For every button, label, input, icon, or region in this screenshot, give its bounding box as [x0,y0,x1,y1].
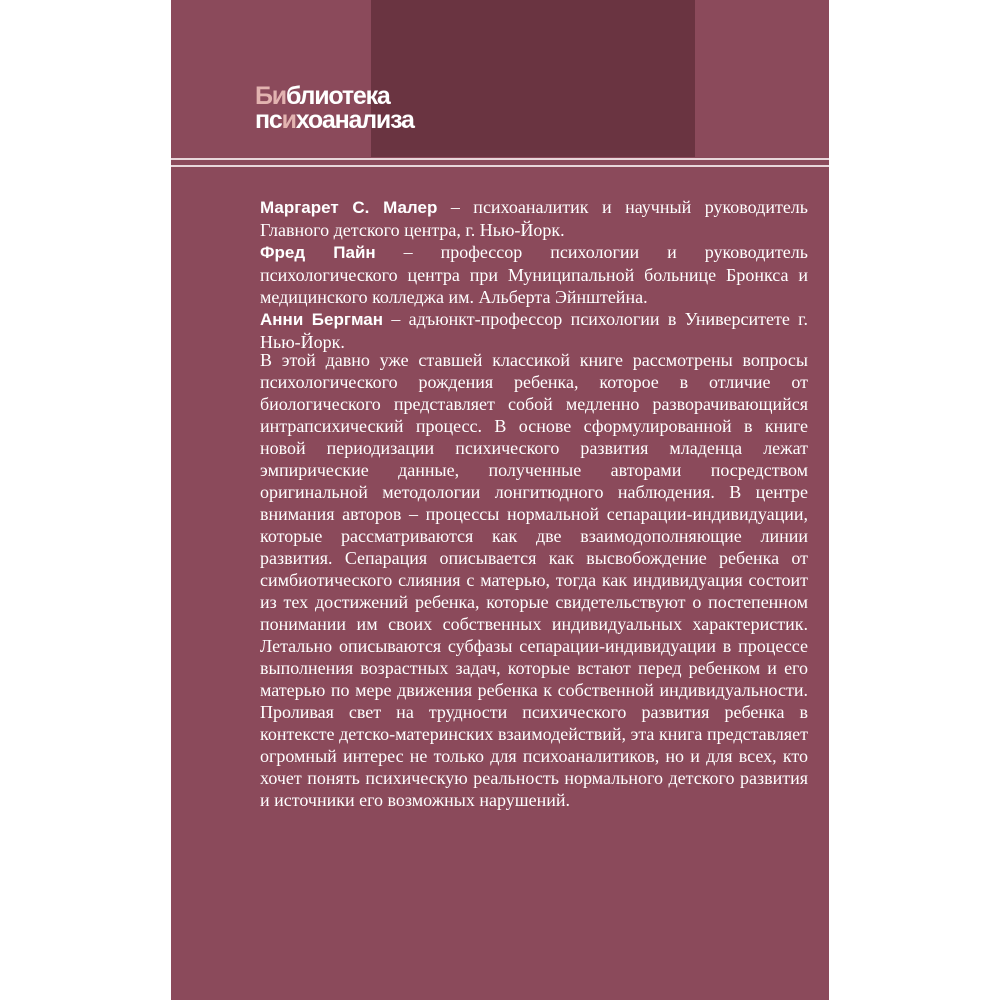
divider-rule-top [171,158,829,160]
series-logo-accent-2: и [281,106,296,134]
author-bio: – психоаналитик и научный руководитель Главного детского центра, г. Нью-Йорк. [260,197,808,240]
book-description [260,349,808,811]
series-logo-rest-1: блиотека [285,82,390,110]
author-name: Маргарет С. Малер [260,198,438,217]
author-name: Анни Бергман [260,310,384,329]
author-name: Фред Пайн [260,243,376,262]
author-entry [260,196,808,241]
series-logo [255,84,414,132]
series-logo-line-2 [255,108,414,132]
description-paragraph: В этой давно уже ставшей классикой книге рассмотрены вопросы психологического рождения ребенка, которое в отличие от биологического представляет собой медленно разворачивающийся интрапсихический процесс. В основе сформулированной в книге новой периодизации психического развития младенца лежат эмпирические данные, полученные авторами посредством оригинальной методологии лонгитюдного наблюдения. В центре внимания авторов – процессы нормальной сепарации-индивидуации, которые рассматриваются как две взаимодополняющие линии развития. Сепарация описывается как высвобождение ребенка от симбиотического слияния с матерью, тогда как индивидуация состоит из тех достижений ребенка, которые свидетельствуют о постепенном понимании им своих собственных индивидуальных характеристик. Летально описываются субфазы сепарации-индивидуации в процессе выполнения возрастных задач, которые встают перед ребенком и его матерью по мере движения ребенка к собственной индивидуальности. Проливая свет на трудности психического развития ребенка в контексте детско-материнских взаимодействий, эта книга представляет огромный интерес не только для психоаналитиков, но и для всех, кто хочет понять психическую реальность нормального детского развития и источники его возможных нарушений. [260,350,808,810]
series-logo-accent-1: Би [255,82,286,110]
author-entry [260,308,808,353]
series-logo-rest-2: хоанализа [295,106,414,134]
author-entry [260,241,808,308]
dark-header-panel [371,0,695,157]
authors-section [260,196,808,353]
author-bio: – адъюнкт-профессор психологии в Университете г. Нью-Йорк. [260,309,809,352]
series-logo-pre-2: пс [255,106,282,134]
author-bio: – профессор психологии и руководитель психологического центра при Муниципальной больнице Бронкса и медицинского колледжа им. Альберта Эйнштейна. [260,242,808,307]
series-logo-line-1 [255,84,414,108]
divider-rule-bottom [171,165,829,167]
book-back-cover [171,0,829,1000]
